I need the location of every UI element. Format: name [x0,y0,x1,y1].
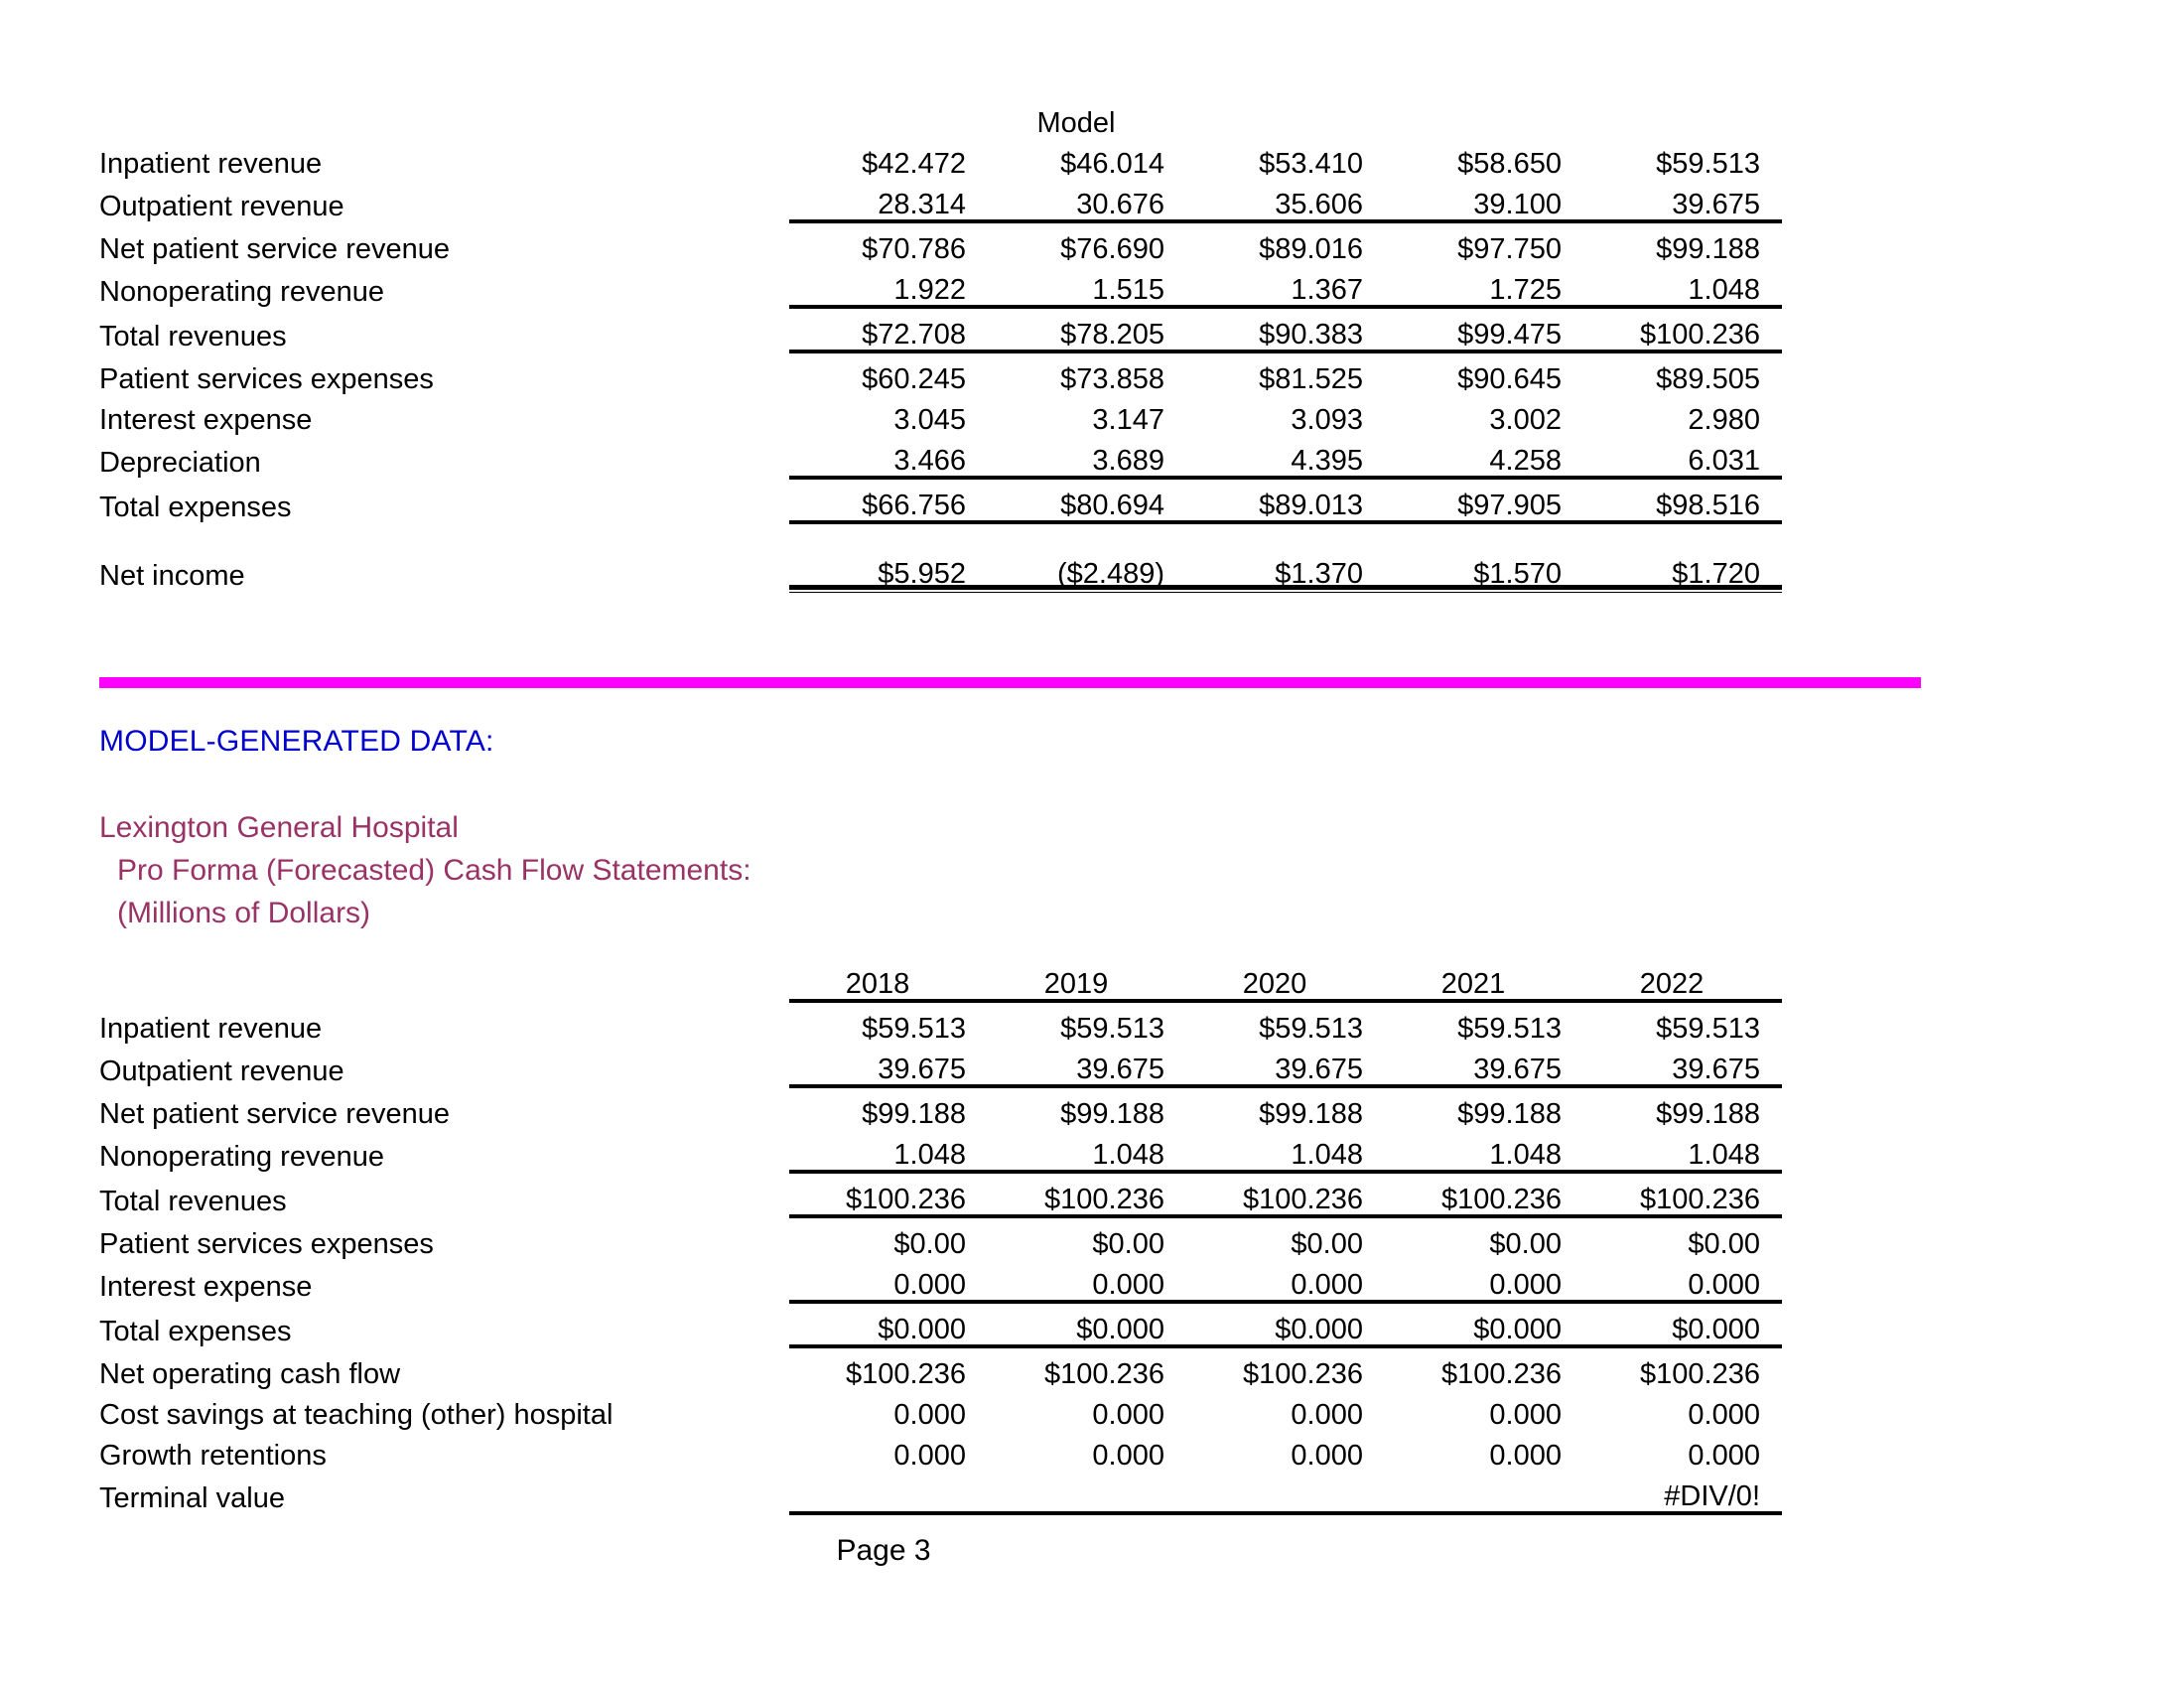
row-value: $98.516 [1583,478,1782,522]
table-row [99,1172,1782,1216]
row-value: 3.147 [1092,404,1164,436]
table-header-row [99,97,1782,138]
row-value [1186,522,1385,548]
row-value: 39.675 [1186,1044,1385,1086]
row-value: ($2.489) [988,548,1186,591]
row-value: $46.014 [1060,148,1164,180]
row-value: $100.236 [1583,1172,1782,1216]
row-value: $42.472 [862,148,966,180]
row-gap [740,1302,789,1346]
row-gap [740,1471,789,1513]
row-value: $97.750 [1457,233,1562,265]
row-gap [740,1001,789,1044]
row-value: $100.236 [1186,1172,1385,1216]
row-label: Nonoperating revenue [99,276,384,308]
row-value: 1.515 [988,264,1186,307]
row-value: $100.236 [1385,1172,1583,1216]
row-gap [740,478,789,522]
row-value: $66.756 [789,478,988,522]
row-value: $100.236 [846,1358,966,1390]
row-value: $53.410 [1259,148,1363,180]
row-gap [740,179,789,221]
row-gap [740,221,789,264]
row-value [988,522,1186,548]
table-row [99,1086,1782,1129]
row-label: Net patient service revenue [99,233,451,265]
row-value: $0.000 [1385,1302,1583,1346]
row-value: 0.000 [1385,1259,1583,1302]
row-label: Terminal value [99,1482,285,1514]
row-value: $89.505 [1656,363,1760,395]
table-row [99,548,1782,591]
row-value: 4.395 [1186,435,1385,478]
table-row [99,1001,1782,1044]
row-gap [740,352,789,394]
row-value: 39.675 [1583,1044,1782,1086]
row-value: 0.000 [1688,1440,1760,1472]
row-gap [740,548,789,591]
row-value: $90.645 [1457,363,1562,395]
hospital-title-block [99,806,751,934]
row-value [789,522,988,548]
table-row [99,1216,1782,1259]
row-gap [740,1430,789,1471]
header-spacer [99,958,740,1001]
table-row [99,478,1782,522]
row-value: $100.236 [988,1172,1186,1216]
row-value: 0.000 [893,1440,966,1472]
table-header-row [99,958,1782,1001]
row-value: $70.786 [862,233,966,265]
row-value: $0.00 [1489,1228,1562,1260]
table-column-header-year-2018: 2018 [789,958,988,1001]
row-value: 0.000 [1092,1399,1164,1431]
row-label: Growth retentions [99,1440,327,1472]
row-label: Nonoperating revenue [99,1141,384,1173]
row-value: 39.675 [988,1044,1186,1086]
row-value: 4.258 [1385,435,1583,478]
row-value: 0.000 [988,1259,1186,1302]
row-value: $100.236 [1583,307,1782,352]
table-row [99,179,1782,221]
row-label: Interest expense [99,404,313,436]
row-value: 0.000 [1688,1399,1760,1431]
row-value: $81.525 [1259,363,1363,395]
table-row [99,1430,1782,1471]
row-value: $0.000 [789,1302,988,1346]
row-value: 3.045 [893,404,966,436]
row-value: 35.606 [1186,179,1385,221]
row-value: $99.188 [1259,1098,1363,1130]
table-column-header [1583,97,1782,138]
row-value: $100.236 [1441,1358,1562,1390]
row-value: 6.031 [1583,435,1782,478]
row-label: Total expenses [99,492,292,523]
row-value: 0.000 [1092,1440,1164,1472]
table-row [99,1302,1782,1346]
row-gap [740,1086,789,1129]
row-value: $59.513 [862,1013,966,1045]
table-row [99,264,1782,307]
statement-subtitle: Pro Forma (Forecasted) Cash Flow Statements: [117,854,751,887]
row-value [789,1471,988,1513]
row-label: Total revenues [99,1186,287,1217]
row-value: 3.466 [789,435,988,478]
row-gap [740,394,789,435]
table-row [99,394,1782,435]
top-table [99,97,1782,593]
row-value: #DIV/0! [1583,1471,1782,1513]
row-value: 1.048 [988,1129,1186,1172]
table-column-header-year-2020: 2020 [1186,958,1385,1001]
row-value: $0.00 [893,1228,966,1260]
row-value: $99.188 [862,1098,966,1130]
row-value: 0.000 [1489,1440,1562,1472]
row-value: $1.570 [1385,548,1583,591]
row-value: $89.013 [1186,478,1385,522]
row-value [1385,1471,1583,1513]
row-value: 0.000 [1291,1399,1363,1431]
row-value: $0.00 [1092,1228,1164,1260]
row-value: $99.188 [1060,1098,1164,1130]
row-gap [740,138,789,179]
table-column-header: Model [1036,107,1116,139]
row-value: $89.016 [1259,233,1363,265]
row-value: 1.367 [1186,264,1385,307]
row-gap [740,1044,789,1086]
row-value: $100.236 [1243,1358,1363,1390]
row-label: Net income [99,560,245,592]
pro-forma-income-statement-table [99,97,1782,593]
row-value: $0.000 [1583,1302,1782,1346]
table-row [99,1389,1782,1430]
row-value: 1.048 [789,1129,988,1172]
row-value: $59.513 [1656,148,1760,180]
row-value: $59.513 [1457,1013,1562,1045]
row-value: $1.720 [1583,548,1782,591]
table-row [99,1471,1782,1513]
row-value: $0.000 [988,1302,1186,1346]
row-gap [740,435,789,478]
bottom-table [99,958,1782,1515]
row-value: $76.690 [1060,233,1164,265]
row-label: Inpatient revenue [99,1013,323,1045]
row-value: $59.513 [1060,1013,1164,1045]
row-value [1186,1471,1385,1513]
row-value: 0.000 [1489,1399,1562,1431]
row-gap [740,1389,789,1430]
row-value: 1.048 [1186,1129,1385,1172]
row-value: $59.513 [1656,1013,1760,1045]
row-value: 39.675 [1385,1044,1583,1086]
row-label: Outpatient revenue [99,1055,344,1087]
row-value: $59.513 [1259,1013,1363,1045]
table-column-header-year-2022: 2022 [1583,958,1782,1001]
row-label: Total revenues [99,321,287,352]
row-value: $0.00 [1688,1228,1760,1260]
row-value: 1.725 [1385,264,1583,307]
row-gap [740,522,789,548]
row-value: $72.708 [789,307,988,352]
header-gap [740,958,789,1001]
row-spacer [99,522,740,548]
row-gap [740,264,789,307]
row-label: Patient services expenses [99,363,434,395]
row-value: 39.100 [1385,179,1583,221]
row-value: $80.694 [988,478,1186,522]
row-value: 0.000 [893,1399,966,1431]
row-value: $0.000 [1186,1302,1385,1346]
row-value: 3.093 [1291,404,1363,436]
table-column-header-year-2019: 2019 [988,958,1186,1001]
table-row [99,1346,1782,1389]
row-label: Cost savings at teaching (other) hospital [99,1399,614,1431]
row-gap [740,1172,789,1216]
table-row [99,221,1782,264]
row-value: 0.000 [1291,1440,1363,1472]
row-value: 0.000 [1583,1259,1782,1302]
row-value: 28.314 [789,179,988,221]
row-label: Interest expense [99,1271,313,1303]
row-value: $0.00 [1291,1228,1363,1260]
row-value: 3.002 [1489,404,1562,436]
row-value: 2.980 [1688,404,1760,436]
table-row [99,1259,1782,1302]
row-value: $5.952 [789,548,988,591]
row-label: Depreciation [99,447,261,479]
row-value [988,1471,1186,1513]
row-value: $78.205 [988,307,1186,352]
row-label: Outpatient revenue [99,191,344,222]
row-label: Net operating cash flow [99,1358,401,1390]
header-spacer [99,97,740,138]
row-value: $90.383 [1186,307,1385,352]
row-value: $99.475 [1385,307,1583,352]
row-gap [740,1346,789,1389]
row-value: 1.048 [1583,264,1782,307]
table-row [99,352,1782,394]
row-value: 3.689 [988,435,1186,478]
table-column-header [1186,97,1385,138]
page-footer: Page 3 [836,1534,931,1567]
row-gap [740,1129,789,1172]
units-note: (Millions of Dollars) [117,897,371,929]
row-value: $60.245 [862,363,966,395]
row-value: $100.236 [1640,1358,1760,1390]
row-value: $73.858 [1060,363,1164,395]
table-row [99,1129,1782,1172]
section-divider [99,677,1921,688]
row-value: 39.675 [789,1044,988,1086]
row-label: Total expenses [99,1316,292,1347]
row-value [1583,522,1782,548]
table-column-header [1385,97,1583,138]
row-value: $99.188 [1656,233,1760,265]
row-label: Inpatient revenue [99,148,323,180]
row-value: 1.048 [1583,1129,1782,1172]
row-value [1385,522,1583,548]
row-value: 1.922 [789,264,988,307]
table-column-header-year-2021: 2021 [1385,958,1583,1001]
model-generated-data-heading: MODEL-GENERATED DATA: [99,725,494,758]
row-value: 0.000 [1186,1259,1385,1302]
row-value: $99.188 [1656,1098,1760,1130]
row-value: 39.675 [1583,179,1782,221]
table-row [99,138,1782,179]
table-row [99,307,1782,352]
table-column-header [789,97,988,138]
row-value: $97.905 [1385,478,1583,522]
row-label: Net patient service revenue [99,1098,451,1130]
row-gap [740,1259,789,1302]
row-value: $99.188 [1457,1098,1562,1130]
table-row [99,435,1782,478]
row-value: 30.676 [988,179,1186,221]
row-value: $100.236 [789,1172,988,1216]
row-label: Patient services expenses [99,1228,434,1260]
row-value: $1.370 [1186,548,1385,591]
row-value: 1.048 [1385,1129,1583,1172]
pro-forma-cash-flow-table [99,958,1782,1515]
table-row [99,1044,1782,1086]
header-gap [740,97,789,138]
row-gap [740,1216,789,1259]
row-gap [740,307,789,352]
row-value: 0.000 [789,1259,988,1302]
row-value: $58.650 [1457,148,1562,180]
table-spacer-row [99,522,1782,548]
row-value: $100.236 [1044,1358,1164,1390]
hospital-name: Lexington General Hospital [99,811,459,844]
